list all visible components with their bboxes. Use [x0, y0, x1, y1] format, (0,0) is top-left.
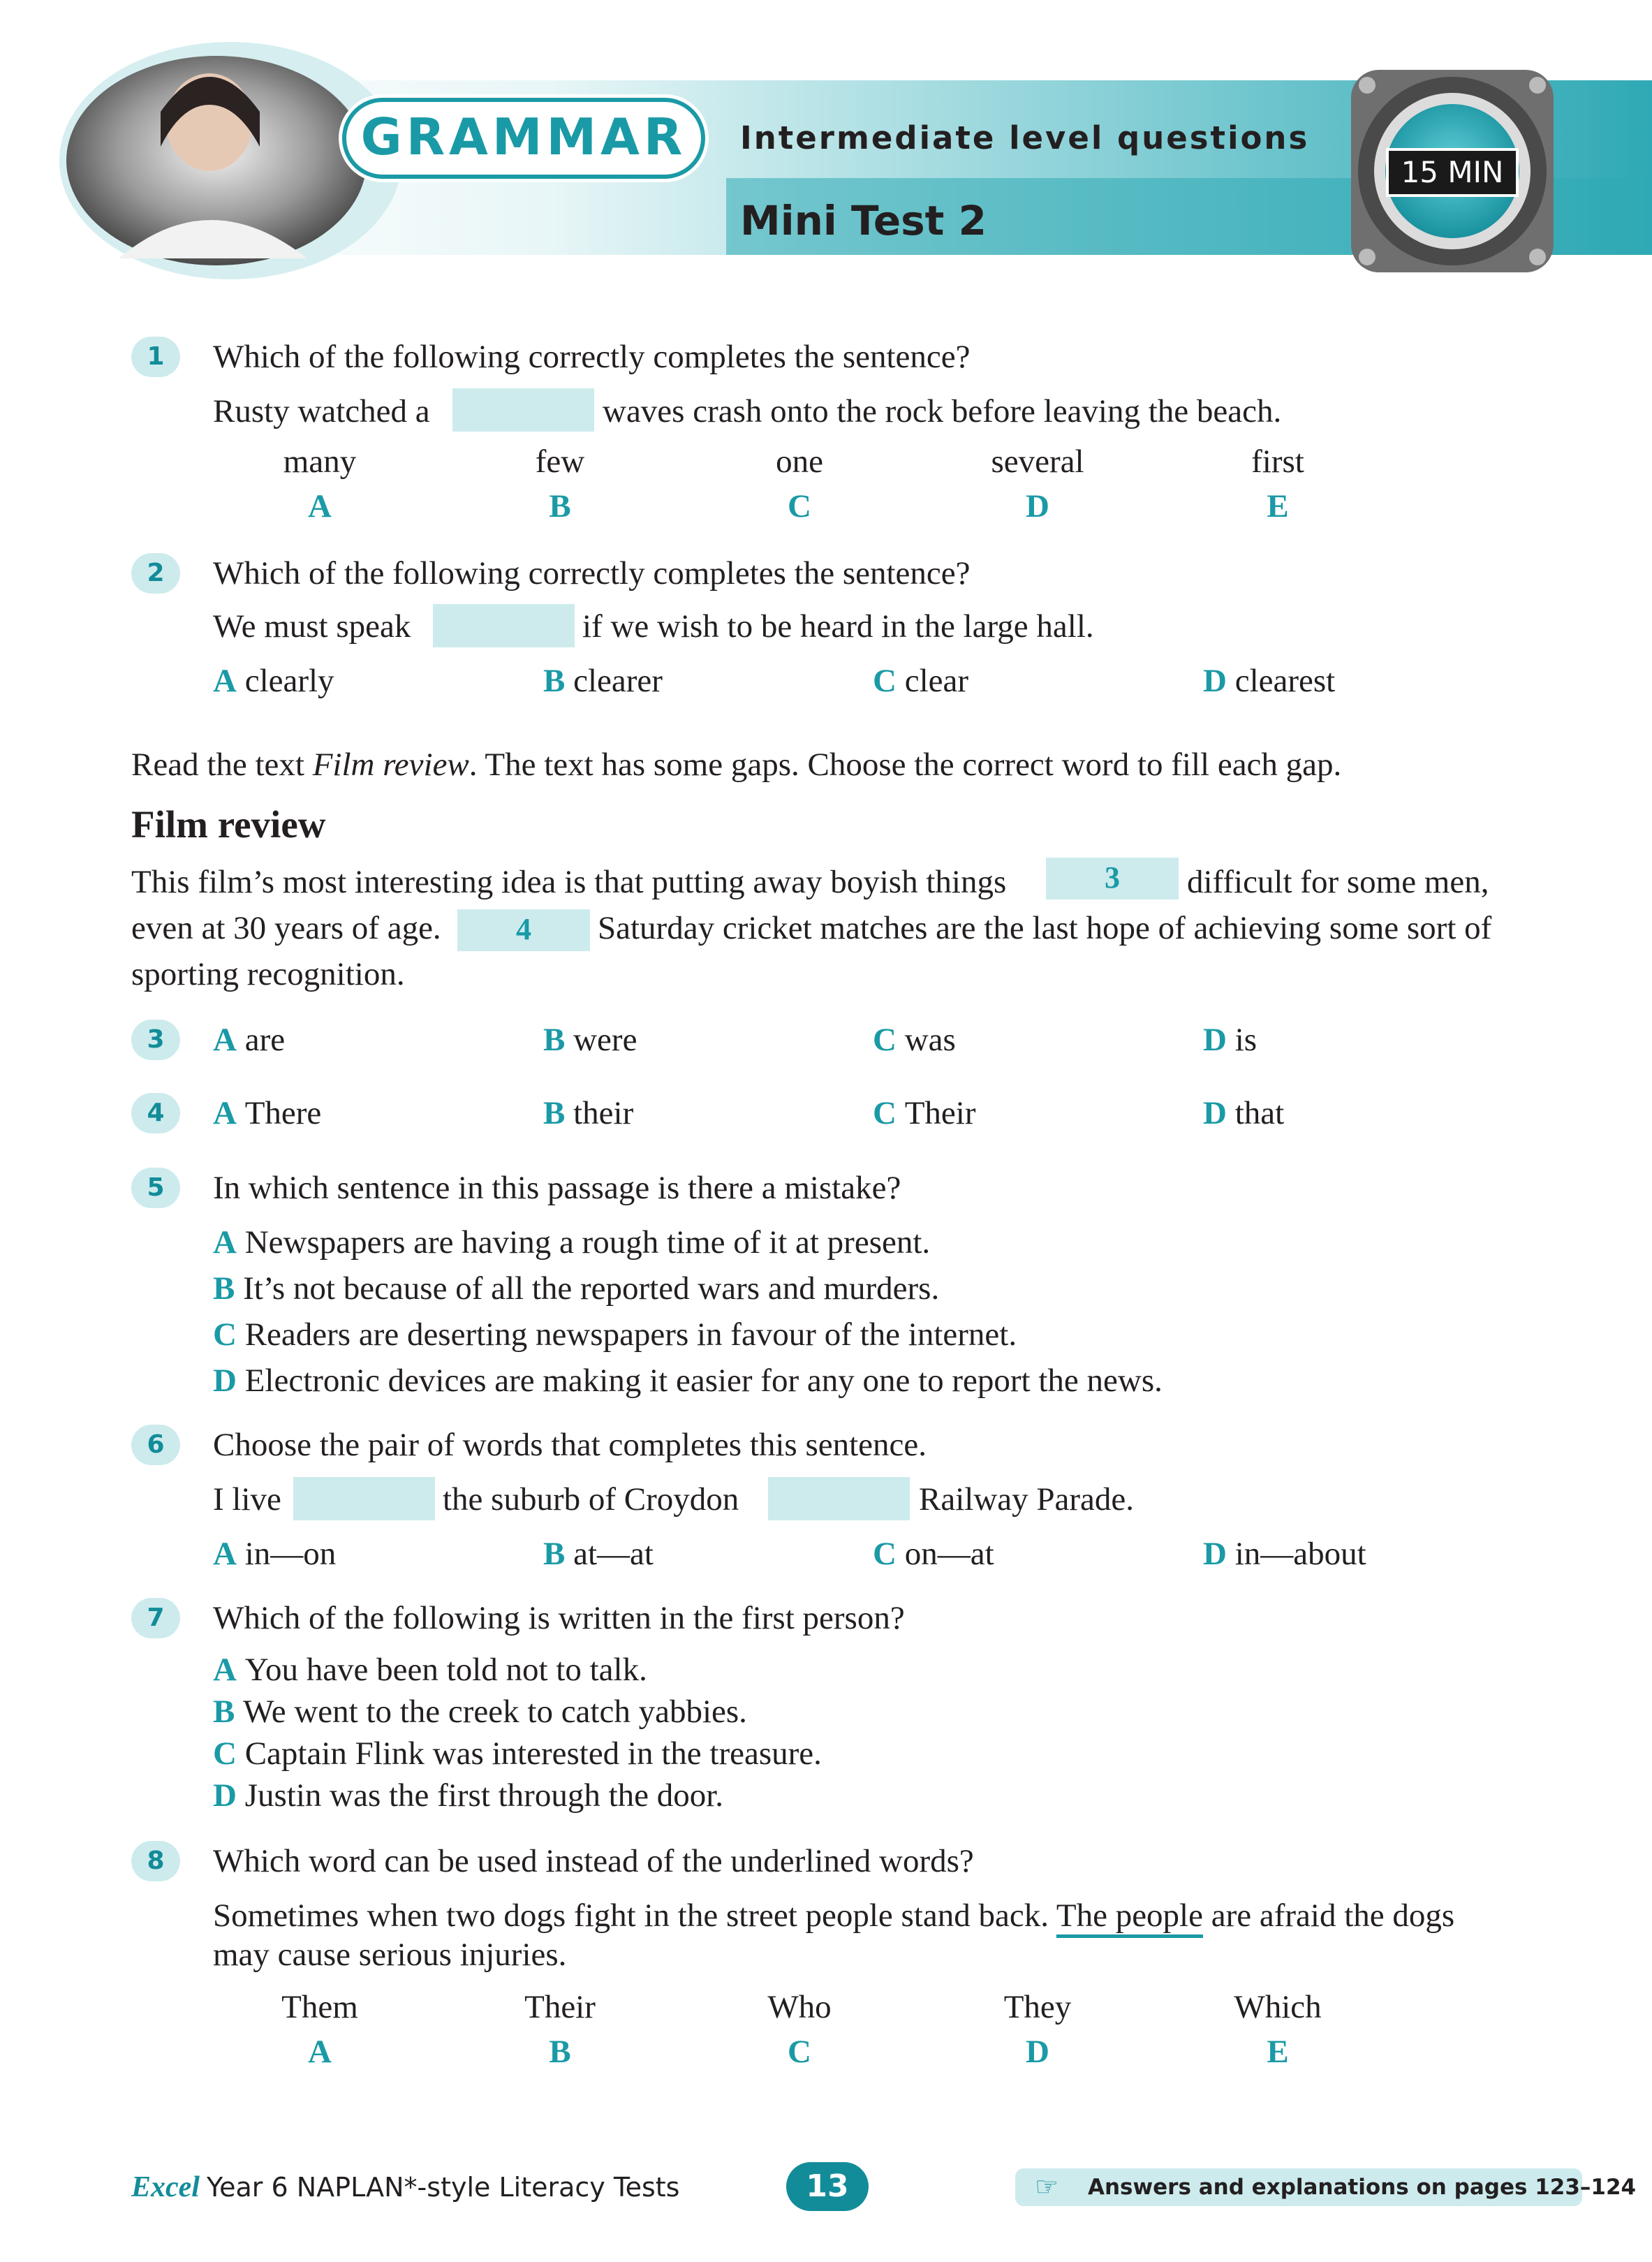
q8-option-word[interactable]: Them [281, 1989, 358, 2025]
q1-option-word[interactable]: several [991, 443, 1084, 480]
option-letter: C [873, 1536, 897, 1572]
q6-option-b[interactable] [543, 1534, 654, 1574]
q4-option-a[interactable] [213, 1093, 321, 1133]
option-text: clearer [573, 663, 663, 699]
option-text: their [573, 1095, 634, 1131]
option-text: Newspapers are having a rough time of it at present. [244, 1224, 931, 1261]
q2-option-b[interactable] [543, 661, 663, 701]
option-text: are [244, 1022, 286, 1058]
q6-sentence-end: Railway Parade. [919, 1481, 1135, 1518]
q8-option-letter[interactable]: A [308, 2034, 332, 2070]
subject-label: GRAMMAR [360, 108, 687, 166]
q2-sentence-end: if we wish to be heard in the large hall. [582, 608, 1094, 645]
option-text: was [904, 1022, 956, 1058]
level-label: Intermediate level questions [740, 119, 1310, 156]
passage-gap-3: 3 [1046, 858, 1179, 899]
option-letter: C [873, 663, 897, 699]
q2-question: Which of the following correctly completes the sentence? [213, 555, 971, 592]
question-number-5: 5 [131, 1168, 180, 1208]
option-text: Their [904, 1095, 976, 1131]
q5-option-d[interactable] [213, 1360, 1163, 1401]
option-letter: B [213, 1694, 235, 1730]
q6-blank-2 [768, 1477, 910, 1520]
option-letter: C [213, 1316, 237, 1353]
option-letter: A [213, 1536, 237, 1572]
timer-display: 15 MIN [1386, 148, 1519, 197]
answers-note [1015, 2168, 1637, 2206]
q1-question: Which of the following correctly completes the sentence? [213, 339, 971, 375]
q7-option-c[interactable] [213, 1733, 822, 1774]
q8-option-letter[interactable]: E [1267, 2034, 1289, 2070]
answers-note-text: Answers and explanations on pages 123–124 [1088, 2175, 1637, 2200]
q1-sentence-start: Rusty watched a [213, 393, 430, 429]
option-letter: B [543, 1536, 566, 1572]
option-letter: B [543, 663, 566, 699]
option-text: We went to the creek to catch yabbies. [243, 1694, 747, 1730]
option-letter: D [213, 1363, 237, 1399]
passage-line-1: This film’s most interesting idea is that putting away boyish things [131, 864, 1007, 900]
option-letter: A [213, 1224, 237, 1261]
q5-option-c[interactable] [213, 1314, 1017, 1355]
q4-option-d[interactable] [1203, 1093, 1284, 1133]
q1-option-letter[interactable]: C [788, 488, 811, 524]
option-letter: B [543, 1022, 566, 1058]
q2-option-c[interactable] [873, 661, 968, 701]
question-number-6: 6 [131, 1425, 180, 1465]
option-text: There [244, 1095, 322, 1131]
option-text: in—about [1234, 1536, 1366, 1572]
q8-option-word[interactable]: Which [1234, 1989, 1322, 2025]
option-text: Captain Flink was interested in the treasure. [244, 1735, 822, 1772]
option-text: Readers are deserting newspapers in favour of the internet. [244, 1316, 1017, 1353]
header-banner [0, 28, 1652, 300]
q8-sentence-line-1 [213, 1895, 1454, 1936]
q5-option-b[interactable] [213, 1268, 939, 1309]
q6-option-c[interactable] [873, 1534, 994, 1574]
q1-sentence-end: waves crash onto the rock before leaving the beach. [603, 393, 1282, 429]
option-text: at—at [573, 1536, 654, 1572]
q6-sentence-start: I live [213, 1481, 281, 1518]
q7-question: Which of the following is written in the first person? [213, 1600, 905, 1636]
question-number-8: 8 [131, 1841, 180, 1881]
q1-blank [452, 388, 594, 432]
q7-option-b[interactable] [213, 1691, 747, 1732]
q1-option-letter[interactable]: E [1267, 488, 1289, 524]
q3-option-b[interactable] [543, 1020, 637, 1060]
option-text: in—on [244, 1536, 337, 1572]
page-number: 13 [786, 2162, 869, 2211]
option-text: that [1234, 1095, 1285, 1131]
q8-question: Which word can be used instead of the underlined words? [213, 1843, 974, 1879]
q1-option-letter[interactable]: B [549, 488, 571, 524]
book-title: Year 6 NAPLAN*-style Literacy Tests [206, 2172, 680, 2203]
q2-option-d[interactable] [1203, 661, 1335, 701]
passage-line-1-end: difficult for some men, [1187, 864, 1489, 900]
test-title: Mini Test 2 [740, 197, 987, 244]
option-text: on—at [904, 1536, 994, 1572]
q2-blank [433, 604, 575, 647]
passage-gap-4: 4 [457, 909, 590, 951]
question-number-4: 4 [131, 1093, 180, 1133]
brand-name: Excel [131, 2171, 200, 2203]
q8-sentence-start: Sometimes when two dogs fight in the street people stand back. [213, 1897, 1049, 1934]
option-letter: A [213, 1022, 237, 1058]
q8-option-word[interactable]: Their [524, 1989, 596, 2025]
pointing-hand-icon: ☞ [1035, 2173, 1059, 2202]
option-letter: C [213, 1735, 237, 1772]
q2-sentence-start: We must speak [213, 608, 411, 645]
q6-option-d[interactable] [1203, 1534, 1366, 1574]
option-letter: D [1203, 663, 1227, 699]
q1-option-word[interactable]: many [283, 443, 357, 480]
option-letter: B [543, 1095, 566, 1131]
question-number-7: 7 [131, 1598, 180, 1638]
q8-option-letter[interactable]: B [549, 2034, 571, 2070]
footer-book-title [131, 2169, 679, 2205]
option-letter: A [213, 1095, 237, 1131]
passage-line-3: sporting recognition. [131, 956, 405, 992]
q4-option-b[interactable] [543, 1093, 633, 1133]
q7-option-a[interactable] [213, 1650, 647, 1690]
option-letter: D [213, 1777, 237, 1814]
option-letter: C [873, 1095, 897, 1131]
option-text: clearest [1234, 663, 1336, 699]
passage-instructions [131, 744, 1341, 785]
q6-option-a[interactable] [213, 1534, 336, 1574]
q1-option-letter[interactable]: A [308, 488, 332, 524]
q6-sentence-middle: the suburb of Croydon [443, 1481, 739, 1518]
passage-line-2-end: Saturday cricket matches are the last hope of achieving some sort of [598, 910, 1492, 946]
instructions-start: Read the text [131, 747, 313, 783]
option-text: clearly [244, 663, 334, 699]
option-letter: B [213, 1270, 235, 1307]
q2-option-a[interactable] [213, 661, 334, 701]
q3-option-c[interactable] [873, 1020, 956, 1060]
q8-option-word[interactable]: They [1003, 1989, 1072, 2025]
question-number-3: 3 [131, 1020, 180, 1060]
q1-option-word[interactable]: few [535, 443, 585, 480]
option-letter: A [213, 663, 237, 699]
question-number-1: 1 [131, 337, 180, 377]
q1-option-word[interactable]: one [776, 443, 823, 480]
instructions-end: . The text has some gaps. Choose the correct word to fill each gap. [469, 747, 1342, 783]
question-number-2: 2 [131, 553, 180, 594]
q1-option-letter[interactable]: D [1026, 488, 1049, 524]
q5-question: In which sentence in this passage is there a mistake? [213, 1170, 901, 1206]
q8-option-letter[interactable]: C [788, 2034, 811, 2070]
q1-option-word[interactable]: first [1251, 443, 1304, 480]
option-text: You have been told not to talk. [244, 1652, 647, 1688]
q6-blank-1 [293, 1477, 435, 1520]
q8-sentence-end: are afraid the dogs [1211, 1897, 1455, 1934]
q5-option-a[interactable] [213, 1222, 930, 1263]
option-text: Justin was the first through the door. [244, 1777, 724, 1814]
passage-heading: Film review [131, 803, 326, 846]
option-letter: A [213, 1652, 237, 1688]
option-letter: D [1203, 1022, 1227, 1058]
q8-sentence-line-2: may cause serious injuries. [213, 1937, 567, 1973]
option-text: were [573, 1022, 637, 1058]
q3-option-d[interactable] [1203, 1020, 1257, 1060]
option-letter: D [1203, 1536, 1227, 1572]
q8-option-letter[interactable]: D [1026, 2034, 1049, 2070]
instructions-title: Film review [312, 747, 469, 783]
q7-option-d[interactable] [213, 1775, 723, 1816]
option-text: Electronic devices are making it easier for any one to report the news. [244, 1363, 1163, 1399]
option-text: It’s not because of all the reported wars and murders. [243, 1270, 940, 1307]
q3-option-a[interactable] [213, 1020, 285, 1060]
q8-underlined-words: The people [1056, 1897, 1203, 1934]
option-text: is [1234, 1022, 1258, 1058]
option-letter: D [1203, 1095, 1227, 1131]
q6-question: Choose the pair of words that completes this sentence. [213, 1427, 927, 1463]
option-letter: C [873, 1022, 897, 1058]
option-text: clear [904, 663, 968, 699]
passage-line-2: even at 30 years of age. [131, 910, 441, 946]
q4-option-c[interactable] [873, 1093, 975, 1133]
q8-option-word[interactable]: Who [767, 1989, 832, 2025]
